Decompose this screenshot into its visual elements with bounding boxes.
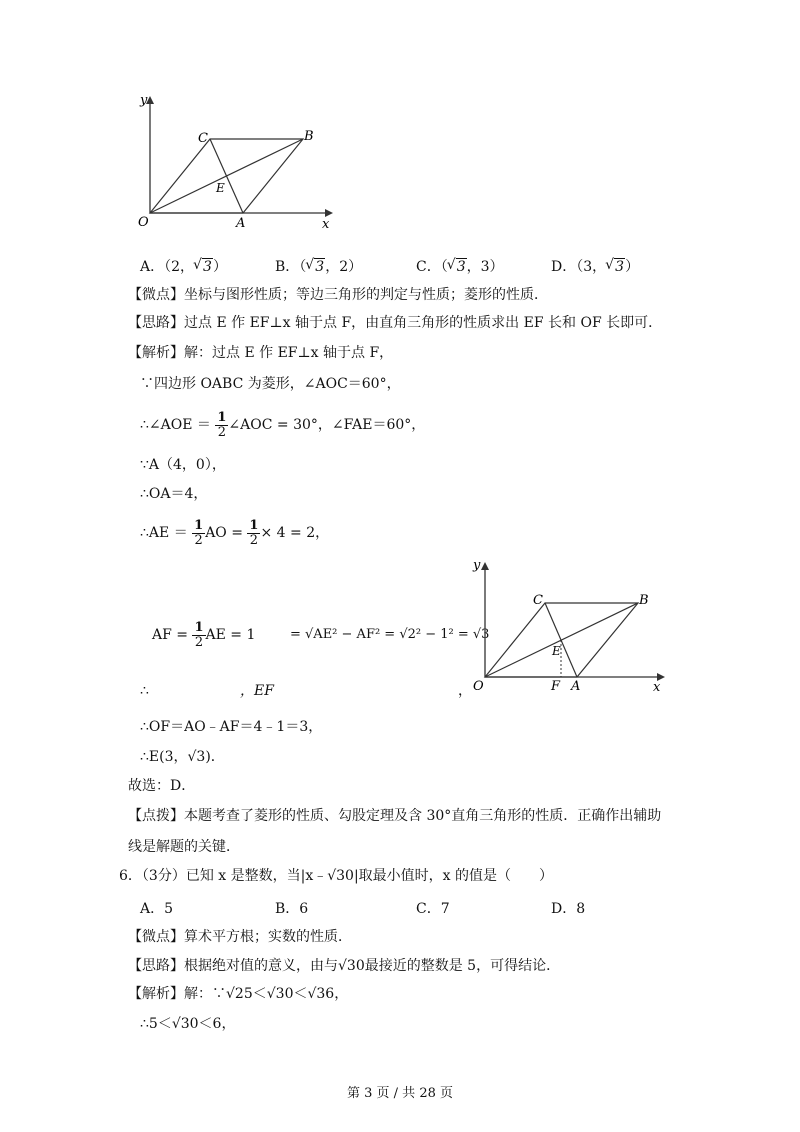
q5-dianbo-line1: 【点拨】本题考查了菱形的性质、勾股定理及含 30°直角三角形的性质．正确作出辅助 xyxy=(128,808,662,824)
q5-ef-label: ，EF xyxy=(240,683,274,699)
option-a: A．（2，√ 3） xyxy=(140,256,227,276)
page-footer: 第 3 页 / 共 28 页 xyxy=(347,1086,453,1101)
q6-option-a: A．5 xyxy=(140,901,174,917)
q5-jiexi: 【解析】解：过点 E 作 EF⊥x 轴于点 F， xyxy=(128,345,394,361)
q6-jiexi: 【解析】解：∵√25＜√30＜√36， xyxy=(128,986,349,1002)
axis-x-label: x xyxy=(322,217,330,232)
q5-comma: ， xyxy=(458,683,472,699)
q5-therefore: ∴ xyxy=(140,683,149,699)
point-o-label: O xyxy=(473,679,484,694)
q5-step-af: AF = $\frac{1}{2}$ AE = 1 xyxy=(152,619,256,650)
point-e-label: E xyxy=(216,181,225,195)
point-a-label: A xyxy=(236,216,246,231)
option-d: D．（3，√ 3） xyxy=(551,256,639,276)
point-c-label: C xyxy=(533,593,543,608)
point-f-label: F xyxy=(551,679,561,694)
q6-option-b: B．6 xyxy=(275,901,309,917)
q6-option-c: C．7 xyxy=(416,901,450,917)
q6-step-range: ∴5＜√30＜6， xyxy=(140,1016,236,1032)
q6-option-d: D．8 xyxy=(551,901,586,917)
q6-stem: 6．（3分）已知 x 是整数，当|x﹣√30|取最小值时，x 的值是（ ） xyxy=(119,868,554,884)
q5-answer: 故选：D． xyxy=(128,778,196,794)
q5-weidian: 【微点】坐标与图形性质；等边三角形的判定与性质；菱形的性质． xyxy=(128,287,548,303)
point-e-label: E xyxy=(552,644,561,658)
point-b-label: B xyxy=(639,593,649,608)
figure-rhombus-oabc xyxy=(130,92,340,232)
q5-silu: 【思路】过点 E 作 EF⊥x 轴于点 F，由直角三角形的性质求出 EF 长和 OF 长即可． xyxy=(128,315,663,331)
axis-y-label: y xyxy=(140,93,148,108)
q6-weidian: 【微点】算术平方根；实数的性质． xyxy=(128,929,352,945)
option-c: C．（√ 3，3） xyxy=(416,256,504,276)
point-b-label: B xyxy=(304,129,314,144)
q5-step-angle: ∴∠AOE ＝ $\frac{1}{2}$ ∠AOC = 30°，∠FAE＝60°， xyxy=(140,409,426,440)
q5-step-point-a: ∵A（4，0）， xyxy=(140,457,226,473)
option-b: B．（√ 3，2） xyxy=(275,256,362,276)
q5-step-oa: ∴OA＝4， xyxy=(140,486,208,502)
q5-dianbo-line2: 线是解题的关键． xyxy=(128,839,240,855)
q5-step-rhombus: ∵四边形 OABC 为菱形，∠AOC＝60°， xyxy=(140,376,401,392)
axis-y-label: y xyxy=(473,558,481,573)
point-c-label: C xyxy=(198,131,208,146)
figure-rhombus-with-ef xyxy=(465,557,675,697)
point-a-label: A xyxy=(571,679,581,694)
q5-step-e-coords: ∴E(3，√3)． xyxy=(140,749,225,765)
axis-x-label: x xyxy=(653,680,661,695)
q6-silu: 【思路】根据绝对值的意义，由与√30最接近的整数是 5，可得结论． xyxy=(128,958,561,974)
point-o-label: O xyxy=(138,215,149,230)
q5-step-of: ∴OF＝AO﹣AF＝4﹣1＝3， xyxy=(140,719,323,735)
q5-step-ae: ∴AE ＝ $\frac{1}{2}$ AO = $\frac{1}{2}$ × 4 = 2， xyxy=(140,517,330,548)
q5-step-ef-value: = √AE² − AF² = √2² − 1² = √3 xyxy=(290,627,490,642)
